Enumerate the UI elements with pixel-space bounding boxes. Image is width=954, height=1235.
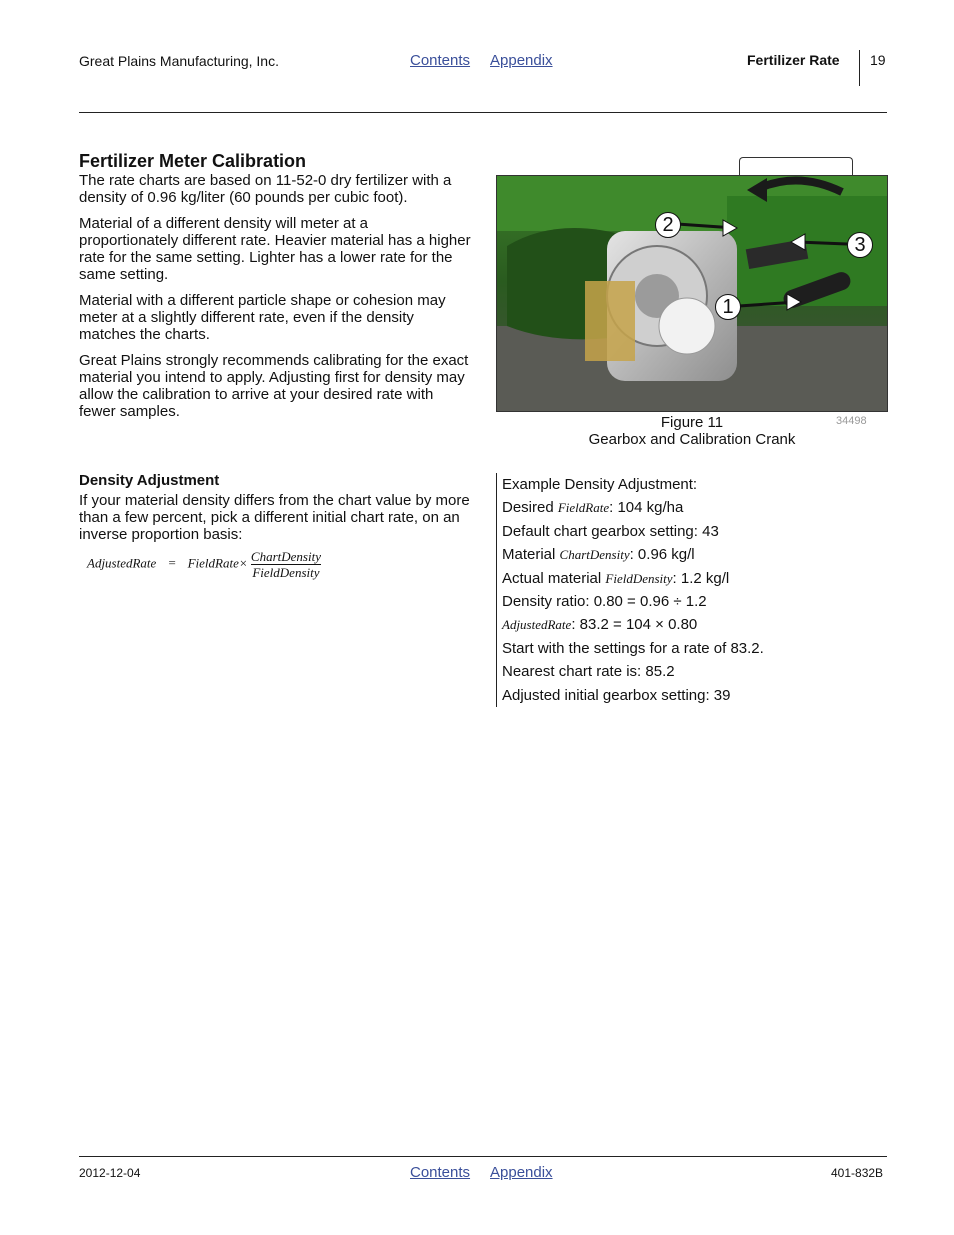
page-number: 19	[870, 52, 886, 68]
paragraph: Great Plains strongly recommends calibrating for the exact material you intend to apply. Adjusting first for density may allow the calibration to arrive at your desired rate with fewer samples.	[79, 352, 469, 420]
footer-contents-link[interactable]: Contents	[410, 1164, 471, 1181]
formula-numerator: ChartDensity	[250, 549, 321, 564]
var: AdjustedRate	[502, 617, 572, 633]
formula-equals: =	[167, 555, 177, 571]
formula-denominator: FieldDensity	[252, 565, 320, 580]
formula-fraction	[251, 549, 321, 580]
gearbox-illustration	[497, 176, 887, 411]
paragraph: The rate charts are based on 11-52-0 dry fertilizer with a density of 0.96 kg/liter (60 pounds per cubic foot).	[79, 172, 452, 206]
example-actual	[502, 567, 893, 590]
density-section	[79, 472, 471, 543]
callout-2: 2	[655, 212, 681, 238]
var: FieldRate	[557, 500, 610, 516]
header-rule	[79, 112, 887, 113]
value: : 104 kg/ha	[609, 499, 684, 517]
appendix-link[interactable]: Appendix	[490, 52, 553, 69]
example-box	[496, 473, 893, 707]
contents-link[interactable]: Contents	[410, 52, 471, 69]
doc-number: 401-832B	[831, 1166, 884, 1180]
example-nearest: Nearest chart rate is: 85.2	[502, 663, 675, 681]
figure-title: Gearbox and Calibration Crank	[588, 431, 796, 448]
paragraph: If your material density differs from the chart value by more than a few percent, pick a different initial chart rate, on an inverse proportion basis:	[79, 492, 470, 543]
example-material	[502, 543, 893, 566]
var: ChartDensity	[559, 547, 630, 563]
gearbox-photo	[496, 175, 888, 412]
section-heading: Fertilizer Meter Calibration	[79, 151, 307, 171]
label: Desired	[502, 499, 554, 517]
example-adjusted	[502, 613, 893, 636]
image-id: 34498	[836, 415, 867, 427]
example-title: Example Density Adjustment:	[502, 476, 698, 493]
example-desired	[502, 496, 893, 519]
figure-number: Figure 11	[660, 414, 724, 431]
formula-rhs: FieldRate	[187, 555, 239, 571]
footer-date: 2012-12-04	[79, 1166, 141, 1180]
label: Actual material	[502, 569, 602, 587]
formula-lhs: AdjustedRate	[87, 555, 157, 571]
header-divider	[859, 50, 860, 86]
formula-times: ×	[238, 555, 248, 571]
label: Material	[502, 546, 556, 564]
var: FieldDensity	[605, 570, 673, 586]
example-start: Start with the settings for a rate of 83.2.	[502, 639, 764, 657]
section-title: Fertilizer Rate	[747, 52, 840, 68]
callout-1: 1	[715, 294, 741, 320]
value: : 83.2 = 104 × 0.80	[571, 616, 698, 634]
callout-3: 3	[847, 232, 873, 258]
subsection-heading: Density Adjustment	[79, 472, 220, 489]
example-adjusted-setting: Adjusted initial gearbox setting: 39	[502, 686, 731, 704]
footer-appendix-link[interactable]: Appendix	[490, 1164, 553, 1181]
density-formula	[87, 549, 321, 580]
company-name: Great Plains Manufacturing, Inc.	[79, 53, 279, 69]
value: : 1.2 kg/l	[672, 569, 730, 587]
example-ratio: Density ratio: 0.80 = 0.96 ÷ 1.2	[502, 592, 707, 610]
calibration-section	[79, 150, 471, 429]
example-default-setting: Default chart gearbox setting: 43	[502, 522, 719, 540]
figure-caption	[496, 414, 888, 448]
paragraph: Material with a different particle shape or cohesion may meter at a slightly different rate, even if the density matches the charts.	[79, 292, 446, 343]
footer-rule	[79, 1156, 887, 1157]
paragraph: Material of a different density will meter at a proportionately different rate. Heavier material has a higher rate for the same setting. Lighter has a lower rate for the same setting.	[79, 215, 471, 283]
value: : 0.96 kg/l	[629, 546, 695, 564]
